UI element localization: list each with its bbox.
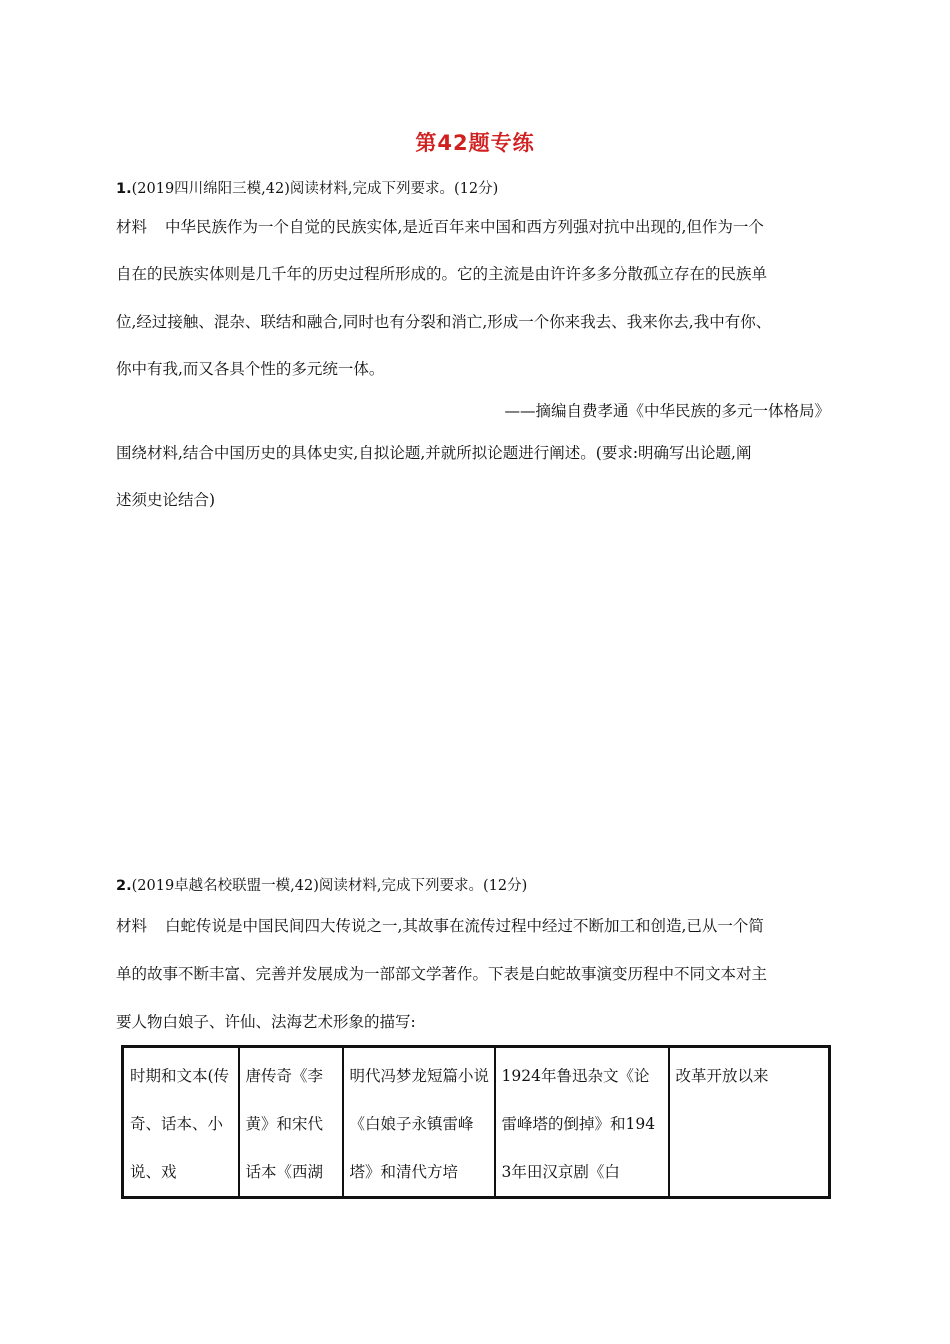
question-1-material-line: 自在的民族实体则是几千年的历史过程所形成的。它的主流是由许许多多分散孤立存在的民族单 (116, 265, 768, 283)
story-comparison-table (121, 1045, 831, 1199)
table-row (123, 1047, 830, 1198)
question-1-material-line (116, 215, 764, 237)
page-title: 第42题专练 (415, 131, 535, 155)
question-2-source-line: (2019卓越名校联盟一模,42)阅读材料,完成下列要求。(12分) (131, 878, 528, 894)
question-1-task-line: 述须史论结合) (116, 491, 216, 509)
question-1-number: 1. (116, 181, 132, 197)
question-2-material-line: 要人物白娘子、许仙、法海艺术形象的描写: (116, 1013, 416, 1031)
table-cell: 明代冯梦龙短篇小说《白娘子永镇雷峰塔》和清代方培 (343, 1047, 495, 1198)
question-1-citation: ——摘编自费孝通《中华民族的多元一体格局》 (504, 402, 830, 420)
question-1-source-line: (2019四川绵阳三模,42)阅读材料,完成下列要求。(12分) (131, 181, 499, 197)
table-cell: 1924年鲁迅杂文《论雷峰塔的倒掉》和1943年田汉京剧《白 (495, 1047, 669, 1198)
question-2-material-line: 单的故事不断丰富、完善并发展成为一部部文学著作。下表是白蛇故事演变历程中不同文本对主 (116, 965, 768, 983)
material-text: 白蛇传说是中国民间四大传说之一,其故事在流传过程中经过不断加工和创造,已从一个简 (165, 917, 764, 935)
material-label: 材料 (116, 218, 148, 236)
question-2-number: 2. (116, 878, 132, 894)
question-1-material-line: 你中有我,而又各具个性的多元统一体。 (116, 360, 385, 378)
table-cell: 时期和文本(传奇、话本、小说、戏 (123, 1047, 239, 1198)
material-label: 材料 (116, 917, 148, 935)
question-1-header (116, 177, 498, 198)
question-1-task-line: 围绕材料,结合中国历史的具体史实,自拟论题,并就所拟论题进行阐述。(要求:明确写出论题,阐 (116, 444, 752, 462)
material-text: 中华民族作为一个自觉的民族实体,是近百年来中国和西方列强对抗中出现的,但作为一个 (165, 218, 764, 236)
question-2-material-line (116, 914, 764, 936)
table-cell: 唐传奇《李黄》和宋代话本《西湖 (239, 1047, 343, 1198)
table-cell: 改革开放以来 (669, 1047, 830, 1198)
question-1-material-line: 位,经过接触、混杂、联结和融合,同时也有分裂和消亡,形成一个你来我去、我来你去,我中有你、 (116, 313, 772, 331)
question-2-header (116, 874, 527, 895)
